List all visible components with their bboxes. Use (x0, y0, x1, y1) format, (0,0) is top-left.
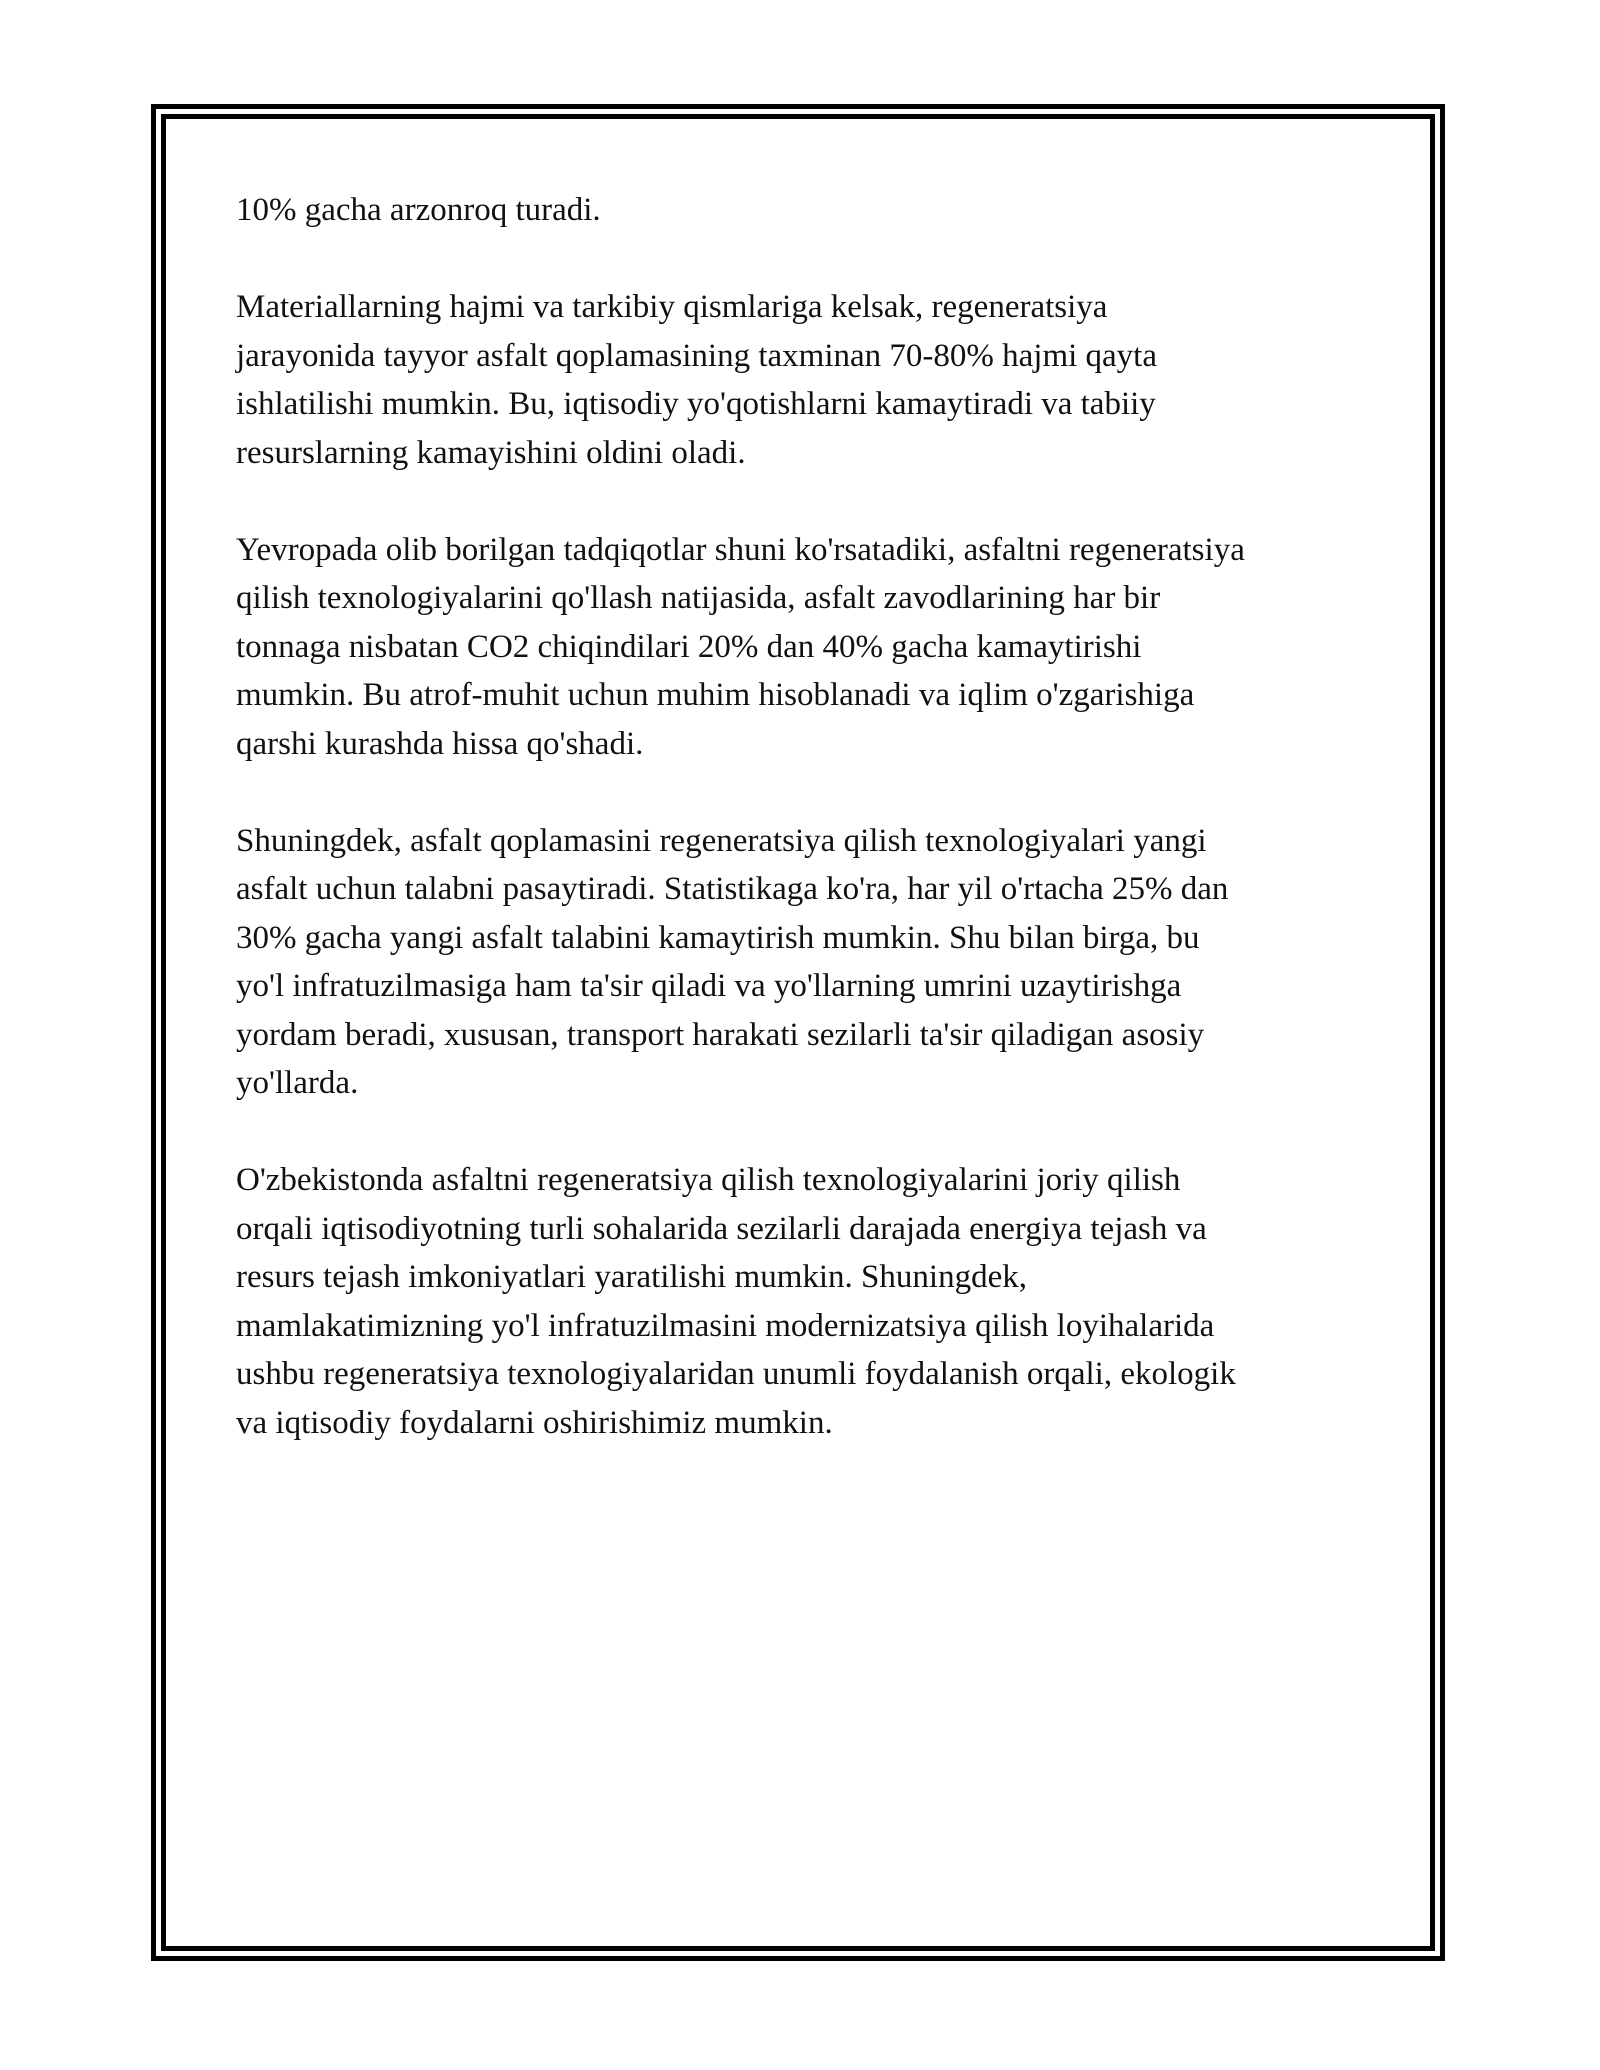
text-line: qilish texnologiyalarini qo'llash natijasida, asfalt zavodlarining har bir (236, 580, 1161, 616)
text-line: mumkin. Bu atrof-muhit uchun muhim hisoblanadi va iqlim o'zgarishiga (236, 677, 1195, 713)
text-line: Yevropada olib borilgan tadqiqotlar shuni ko'rsatadiki, asfaltni regeneratsiya (236, 531, 1245, 568)
paragraph (236, 1156, 1386, 1447)
text-line: Materiallarning hajmi va tarkibiy qismlariga kelsak, regeneratsiya (236, 289, 1108, 325)
text-line: asfalt uchun talabni pasaytiradi. Statistikaga ko'ra, har yil o'rtacha 25% dan (236, 871, 1229, 907)
text-line: va iqtisodiy foydalarni oshirishimiz mumkin. (236, 1404, 833, 1441)
text-line: mamlakatimizning yo'l infratuzilmasini modernizatsiya qilish loyihalarida (236, 1307, 1215, 1344)
text-line: 30% gacha yangi asfalt talabini kamaytirish mumkin. Shu bilan birga, bu (236, 919, 1200, 956)
text-line: O'zbekistonda asfaltni regeneratsiya qilish texnologiyalarini joriy qilish (236, 1162, 1181, 1198)
text-line: resurs tejash imkoniyatlari yaratilishi mumkin. Shuningdek, (236, 1259, 1027, 1295)
text-line: 10% gacha arzonroq turadi. (236, 192, 601, 228)
document-body (236, 186, 1386, 1496)
text-line: yo'llarda. (236, 1065, 359, 1101)
text-line: yo'l infratuzilmasiga ham ta'sir qiladi va yo'llarning umrini uzaytirishga (236, 968, 1182, 1004)
text-line: qarshi kurashda hissa qo'shadi. (236, 725, 644, 762)
text-line: yordam beradi, xususan, transport harakati sezilarli ta'sir qiladigan asosiy (236, 1016, 1205, 1053)
paragraph (236, 526, 1386, 769)
paragraph (236, 186, 1386, 235)
text-line: resurslarning kamayishini oldini oladi. (236, 434, 746, 471)
paragraph (236, 817, 1386, 1108)
text-line: orqali iqtisodiyotning turli sohalarida sezilarli darajada energiya tejash va (236, 1210, 1207, 1247)
text-line: Shuningdek, asfalt qoplamasini regeneratsiya qilish texnologiyalari yangi (236, 822, 1207, 859)
text-line: jarayonida tayyor asfalt qoplamasining taxminan 70-80% hajmi qayta (236, 337, 1157, 374)
paragraph (236, 283, 1386, 477)
text-line: ishlatilishi mumkin. Bu, iqtisodiy yo'qotishlarni kamaytiradi va tabiiy (236, 386, 1156, 422)
text-line: tonnaga nisbatan CO2 chiqindilari 20% dan 40% gacha kamaytirishi (236, 628, 1142, 665)
text-line: ushbu regeneratsiya texnologiyalaridan unumli foydalanish orqali, ekologik (236, 1356, 1236, 1392)
